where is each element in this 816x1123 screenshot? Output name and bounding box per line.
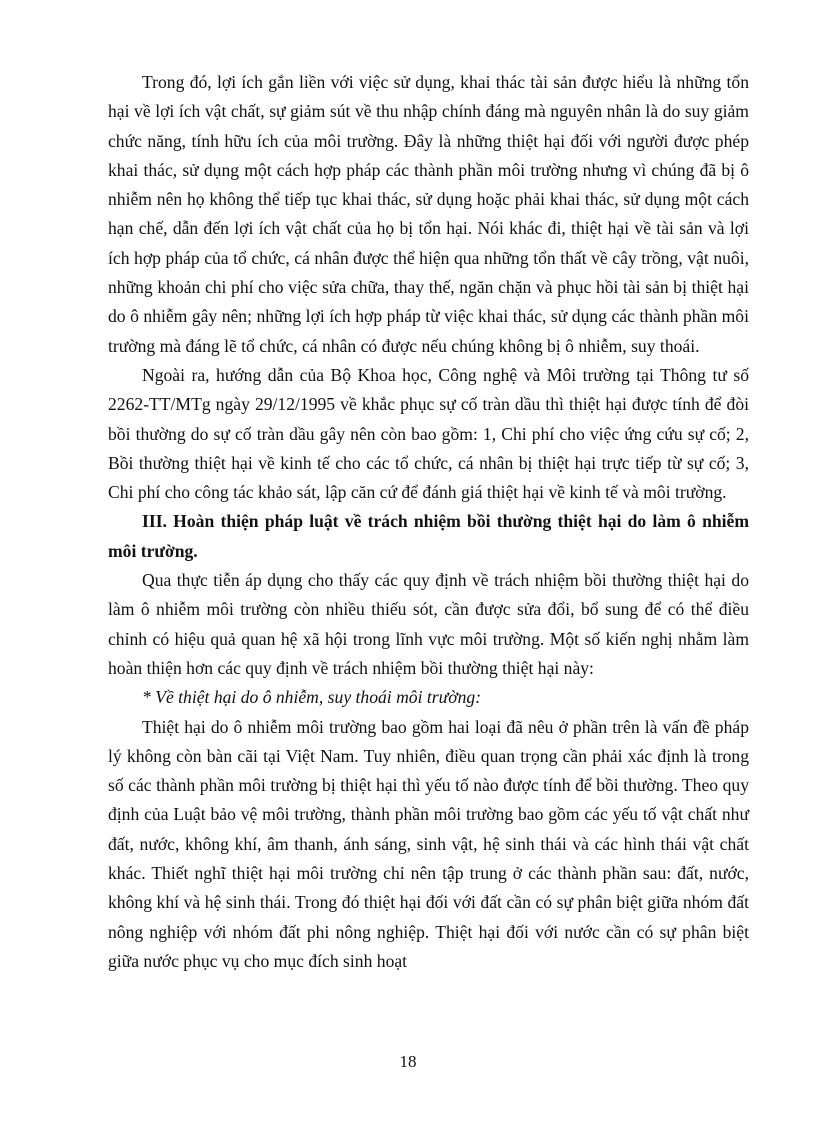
document-page bbox=[108, 68, 749, 976]
subheading: * Về thiệt hại do ô nhiễm, suy thoái môi trường: bbox=[142, 687, 482, 708]
page-number: 18 bbox=[399, 1052, 417, 1071]
section-heading: III. Hoàn thiện pháp luật về trách nhiệm bồi thường thiệt hại do làm ô nhiễm môi trường. bbox=[108, 511, 749, 561]
paragraph: Ngoài ra, hướng dẫn của Bộ Khoa học, Công nghệ và Môi trường tại Thông tư số 2262-TT/MTg ngày 29/12/1995 về khắc phục sự cố tràn dầu thì thiệt hại được tính để đòi bồi thường do sự cố tràn dầu gây nên còn bao gồm: 1, Chi phí cho việc ứng cứu sự cố; 2, Bồi thường thiệt hại về kinh tế cho các tổ chức, cá nhân bị thiệt hại trực tiếp từ sự cố; 3, Chi phí cho công tác khảo sát, lập căn cứ để đánh giá thiệt hại về kinh tế và môi trường. bbox=[108, 364, 749, 503]
paragraph: Trong đó, lợi ích gắn liền với việc sử dụng, khai thác tài sản được hiểu là những tổn hại về lợi ích vật chất, sự giảm sút về thu nhập chính đáng mà nguyên nhân là do suy giảm chức năng, tính hữu ích của môi trường. Đây là những thiệt hại đối với người được phép khai thác, sử dụng một cách hợp pháp các thành phần môi trường nhưng vì chúng đã bị ô nhiễm nên họ không thể tiếp tục khai thác, sử dụng hoặc phải khai thác, sử dụng một cách hạn chế, dẫn đến lợi ích vật chất của họ bị tổn hại. Nói khác đi, thiệt hại về tài sản và lợi ích hợp pháp của tổ chức, cá nhân được thể hiện qua những tổn thất về cây trồng, vật nuôi, những khoản chi phí cho việc sửa chữa, thay thế, ngăn chặn và phục hồi tài sản bị thiệt hại do ô nhiễm gây nên; những lợi ích hợp pháp từ việc khai thác, sử dụng các thành phần môi trường mà đáng lẽ tổ chức, cá nhân có được nếu chúng không bị ô nhiễm, suy thoái. bbox=[108, 72, 749, 356]
paragraph: Qua thực tiễn áp dụng cho thấy các quy định về trách nhiệm bồi thường thiệt hại do làm ô nhiễm môi trường còn nhiều thiếu sót, cần được sửa đổi, bổ sung để có thể điều chỉnh có hiệu quả quan hệ xã hội trong lĩnh vực môi trường. Một số kiến nghị nhằm làm hoàn thiện hơn các quy định về trách nhiệm bồi thường thiệt hại này: bbox=[108, 570, 749, 678]
paragraph: Thiệt hại do ô nhiễm môi trường bao gồm hai loại đã nêu ở phần trên là vấn đề pháp lý không còn bàn cãi tại Việt Nam. Tuy nhiên, điều quan trọng cần phải xác định là trong số các thành phần môi trường bị thiệt hại thì yếu tố nào được tính để bồi thường. Theo quy định của Luật bảo vệ môi trường, thành phần môi trường bao gồm các yếu tố vật chất như đất, nước, không khí, âm thanh, ánh sáng, sinh vật, hệ sinh thái và các hình thái vật chất khác. Thiết nghĩ thiệt hại môi trường chỉ nên tập trung ở các thành phần sau: đất, nước, không khí và hệ sinh thái. Trong đó thiệt hại đối với đất cần có sự phân biệt giữa nhóm đất nông nghiệp với nhóm đất phi nông nghiệp. Thiệt hại đối với nước cần có sự phân biệt giữa nước phục vụ cho mục đích sinh hoạt bbox=[108, 716, 749, 971]
